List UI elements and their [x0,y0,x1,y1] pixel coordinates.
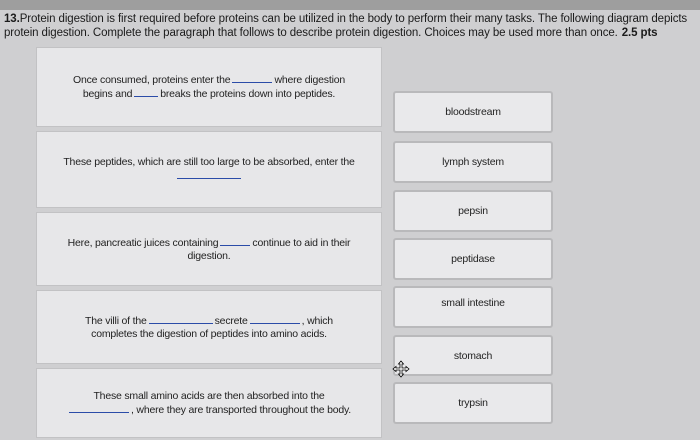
question-points: 2.5 pts [621,27,658,39]
choice-bloodstream[interactable] [393,91,553,133]
answer-blank-5[interactable] [149,314,213,324]
choice-label: trypsin [458,397,488,409]
choice-label: stomach [453,349,493,362]
paragraph-text: , where they are transported throughout the body. [131,403,351,416]
answer-blank-6[interactable] [250,314,300,324]
paragraph-text: , which completes the digestion of peptides into amino acids. [91,314,333,340]
move-cursor-icon [392,360,410,378]
choice-peptidase[interactable] [393,238,553,280]
paragraph-text: These peptides, which are still too large to be absorbed, enter the [63,156,355,168]
paragraph-slot-5 [36,368,382,438]
paragraph-text: These small amino acids are then absorbed into the [93,389,325,402]
answer-blank-1[interactable] [232,73,272,83]
choice-stomach[interactable] [393,335,553,376]
paragraph-text: continue to aid in their digestion. [187,236,351,262]
paragraph-text: breaks the proteins down into peptides. [160,88,336,100]
choice-lymph-system[interactable] [393,141,553,183]
answer-blank-2[interactable] [134,87,158,97]
choice-label: bloodstream [445,106,501,118]
top-bar [0,0,700,10]
question-prompt [4,12,694,40]
choice-label: lymph system [442,156,504,168]
choice-label: pepsin [458,205,488,217]
paragraph-text: The villi of the [85,314,147,327]
choice-small-intestine[interactable] [393,286,553,328]
paragraph-text: Once consumed, proteins enter the [73,74,231,86]
paragraph-text: Here, pancreatic juices containing [67,236,219,249]
paragraph-slot-4 [36,290,382,364]
choice-label: peptidase [451,253,495,265]
choice-pepsin[interactable] [393,190,553,232]
choice-trypsin[interactable] [393,382,553,424]
answer-blank-3[interactable] [177,169,241,179]
paragraph-slot-3 [36,212,382,286]
paragraph-slot-2 [36,131,382,208]
question-number: 13. [4,13,20,25]
paragraph-text: secrete [214,314,248,327]
choice-label: small intestine [441,297,505,309]
paragraph-slot-1 [36,47,382,127]
answer-blank-7[interactable] [69,403,129,413]
answer-blank-4[interactable] [220,236,250,246]
paragraph-text: where digestion begins and [82,74,345,100]
question-text: Protein digestion is first required before proteins can be utilized in the body to perform their many tasks. The following diagram depicts protein digestion. Complete the paragraph that follows to describe protein digestion. Choices may be used more than once. [4,13,688,39]
